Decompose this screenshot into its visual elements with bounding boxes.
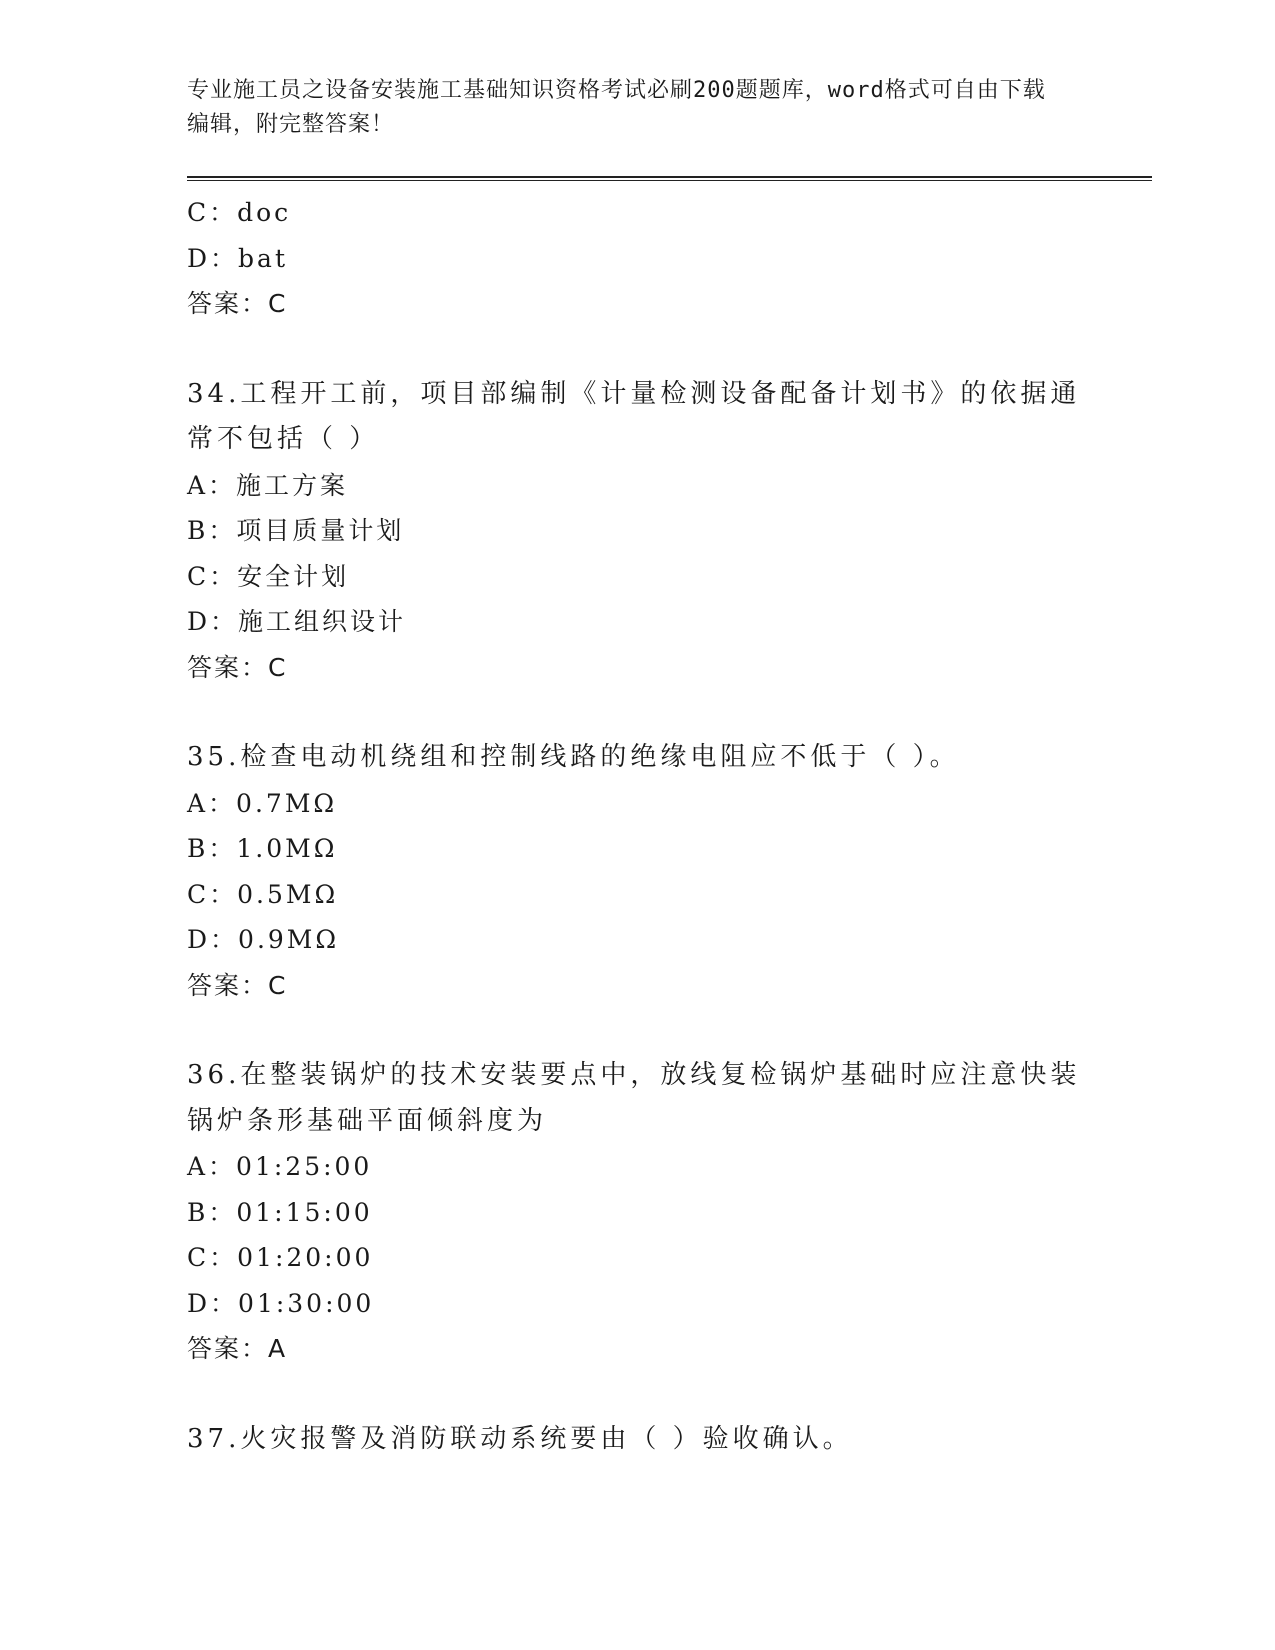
spacer [187,1372,1087,1417]
option-d: D：01:30:00 [187,1288,375,1318]
document-body [187,190,1087,1462]
document-header: 专业施工员之设备安装施工基础知识资格考试必刷200题题库，word格式可自由下载编辑，附完整答案！ [187,78,1046,137]
spacer [187,1008,1087,1053]
answer-text: 答案：C [187,652,288,682]
question-block-37 [187,1417,1087,1463]
option-d: D：bat [187,243,288,273]
answer-text: 答案：C [187,289,288,318]
option-c: C：doc [187,198,292,227]
answer-text: 答案：A [187,1334,288,1363]
option-c: C：0.5MΩ [187,879,339,909]
question-block-35 [187,735,1087,1008]
option-a: A：0.7MΩ [187,788,338,818]
question-text: 37.火灾报警及消防联动系统要由（ ）验收确认。 [187,1423,853,1454]
option-d: D：0.9MΩ [187,925,340,954]
spacer [187,690,1087,735]
option-d: D：施工组织设计 [187,607,407,636]
question-block-34 [187,372,1087,691]
option-a: A：01:25:00 [187,1152,373,1181]
header-divider [187,176,1152,181]
question-block-36 [187,1053,1087,1372]
question-text: 36.在整装锅炉的技术安装要点中，放线复检锅炉基础时应注意快装锅炉条形基础平面倾斜度为 [187,1060,1081,1136]
spacer [187,327,1087,372]
question-text: 34.工程开工前，项目部编制《计量检测设备配备计划书》的依据通常不包括（ ） [187,378,1081,454]
answer-text: 答案：C [187,970,288,1000]
option-c: C：01:20:00 [187,1243,374,1272]
question-block-33 [187,190,1087,327]
option-b: B：项目质量计划 [187,516,405,545]
option-c: C：安全计划 [187,561,350,591]
option-b: B：01:15:00 [187,1197,373,1227]
option-a: A：施工方案 [187,470,349,500]
question-text: 35.检查电动机绕组和控制线路的绝缘电阻应不低于（ ）。 [187,742,960,772]
option-b: B：1.0MΩ [187,834,338,863]
